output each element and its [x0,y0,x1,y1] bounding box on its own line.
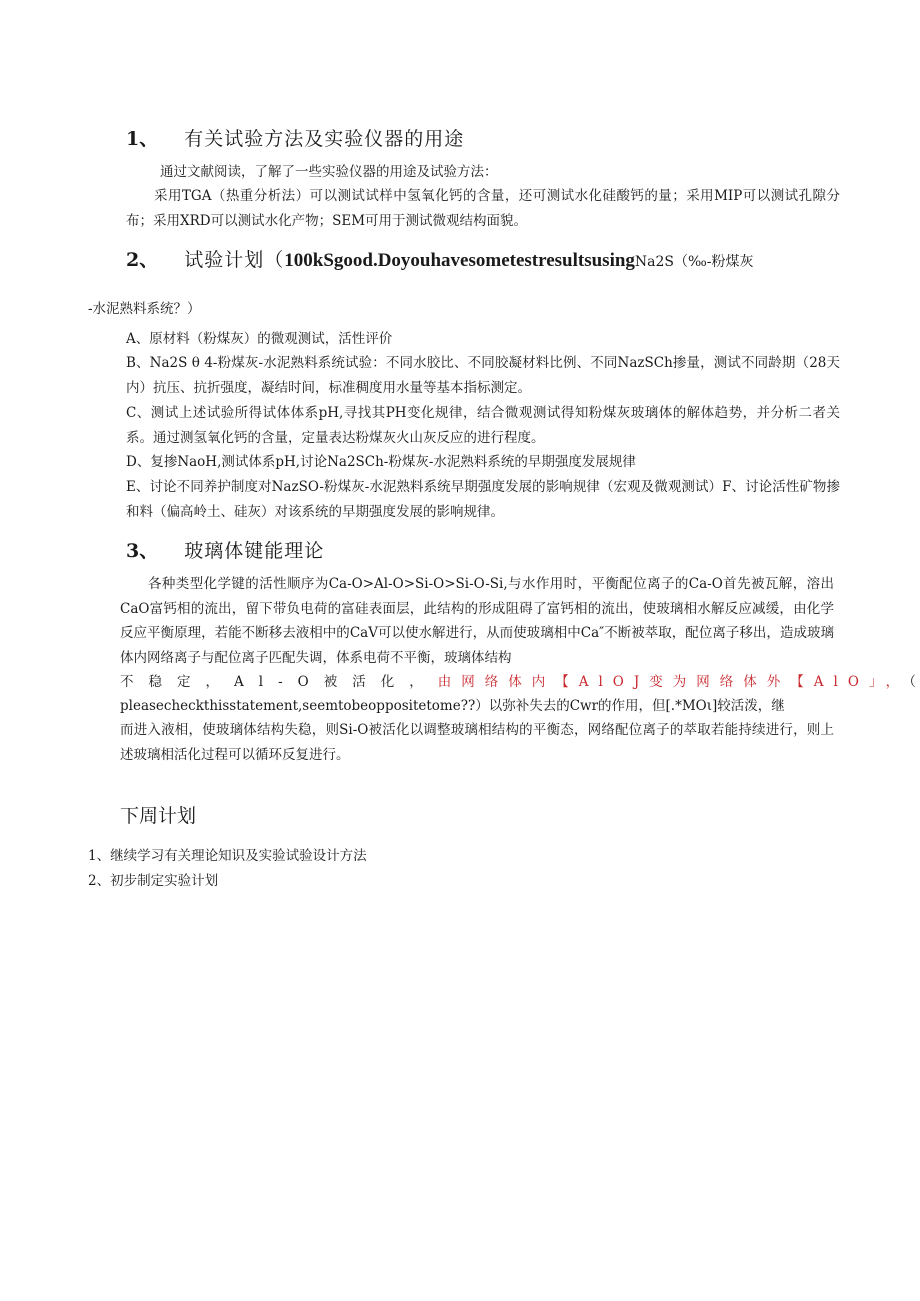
section-1-number: 1、 [126,128,159,150]
section-3-paragraph-cont: 以弥补失去的Cwr的作用，但[.*MOι]较活泼，继 [488,698,785,714]
next-week-title: 下周计划 [120,805,197,827]
reviewer-note: pleasecheckthisstatement,seemtobeoppositetome??） [120,698,489,714]
section-2-title-continuation: -水泥熟料系统？） [88,301,201,317]
plan-item-d: D、复掺NaoH,测试体系pH,讨论Na2SCh-粉煤灰-水泥熟料系统的早期强度发展规律 [126,454,636,470]
section-1-heading [126,126,464,152]
section-3-spread-line [120,670,916,695]
section-3-spread-text: 不稳定，Al-O被活化， [120,674,438,690]
section-1-intro: 通过文献阅读，了解了一些实验仪器的用途及试验方法： [160,164,498,180]
section-2-title-en: 100kSgood.Doyouhavesometestresultsusing [284,250,635,271]
section-2-title: 试验计划（ [184,249,285,271]
section-1-title: 有关试验方法及实验仪器的用途 [184,128,465,150]
next-week-item-2: 2、初步制定实验计划 [88,873,219,889]
note-open-paren: （ [909,674,916,690]
section-2-title-tail: Na2S（‰-粉煤灰 [634,254,754,270]
section-3-heading [126,538,324,564]
section-1-body: 采用TGA（热重分析法）可以测试试样中氢氧化钙的含量，还可测试水化硅酸钙的量；采用MIP可以测试孔隙分布；采用XRD可以测试水化产物；SEM可用于测试微观结构面貌。 [126,188,840,229]
plan-item-a: A、原材料（粉煤灰）的微观测试，活性评价 [126,331,393,347]
section-3-paragraph-end: 而进入液相，使玻璃体结构失稳，则Si-O被活化以调整玻璃相结构的平衡态，网络配位离子的萃取若能持续进行，则上述玻璃相活化过程可以循环反复进行。 [120,722,834,763]
section-3-number: 3、 [126,540,159,562]
reviewer-highlight: 由网络体内【AlOJ变为网络体外【AlO」， [437,674,910,690]
section-3-paragraph-start: 各种类型化学键的活性顺序为Ca-O>Al-O>Si-O>Si-O-Si,与水作用时，平衡配位离子的Ca-O首先被瓦解，溶出CaO富钙相的流出，留下带负电荷的富硅表面层，此结构的形成阻碍了富钙相的流出，使玻璃相水解反应减缓，由化学反应平衡原理，若能不断移去液相中的CaV可以使水解进行，从而使玻璃相中Ca″不断被萃取，配位离子移出，造成玻璃体内网络离子与配位离子匹配失调，体系电荷不平衡，玻璃体结构 [120,576,834,666]
section-2-number: 2、 [126,249,159,271]
next-week-item-1: 1、继续学习有关理论知识及实验试验设计方法 [88,848,367,864]
plan-item-c: C、测试上述试验所得试体体系pH,寻找其PH变化规律，结合微观测试得知粉煤灰玻璃体的解体趋势，并分析二者关系。通过测氢氧化钙的含量，定量表达粉煤灰火山灰反应的进行程度。 [126,405,840,446]
section-3-title: 玻璃体键能理论 [184,540,325,562]
plan-item-e: E、讨论不同养护制度对NazSO-粉煤灰-水泥熟料系统早期强度发展的影响规律（宏观及微观测试）F、讨论活性矿物掺和料（偏高岭土、硅灰）对该系统的早期强度发展的影响规律。 [126,479,840,520]
section-2-heading [126,247,754,275]
section-3-note-line [120,694,785,719]
plan-item-b: B、Na2S θ 4-粉煤灰-水泥熟料系统试验：不同水胶比、不同胶凝材料比例、不同NazSCh掺量，测试不同龄期（28天内）抗压、抗折强度，凝结时间，标准稠度用水量等基本指标测定。 [126,355,840,396]
